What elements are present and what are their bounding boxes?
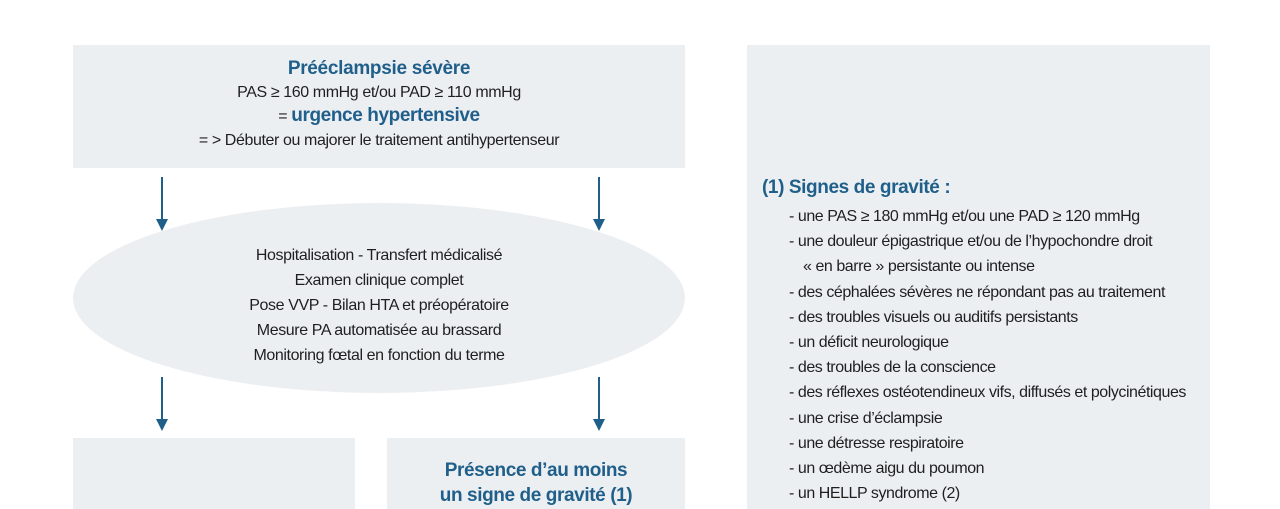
severity-signs-list [789,204,1186,506]
list-item: - des réflexes ostéotendineux vifs, diffusés et polycinétiques [789,384,1186,402]
list-item-continuation: « en barre » persistante ou intense [803,258,1035,276]
list-item [789,254,1186,279]
management-step: Pose VVP - Bilan HTA et préopératoire [249,297,509,314]
treatment-instruction: = > Débuter ou majorer le traitement antihypertenseur [198,132,560,149]
list-item: - une détresse respiratoire [789,434,964,452]
list-item: - une PAS ≥ 180 mmHg et/ou une PAD ≥ 120 mmHg [789,208,1140,225]
arrow-down-icon [156,377,168,431]
list-item: - des céphalées sévères ne répondant pas au traitement [789,283,1165,301]
management-step: Examen clinique complet [294,272,464,289]
list-item: - un HELLP syndrome (2) [789,485,960,503]
arrow-down-icon [593,177,605,231]
hypertensive-emergency-line [73,104,685,129]
equals-sign: = [278,108,292,125]
bp-threshold-text: PAS ≥ 160 mmHg et/ou PAD ≥ 110 mmHg [237,84,521,101]
severity-sign-present-box [387,438,685,509]
management-step: Monitoring fœtal en fonction du terme [253,347,505,364]
arrow-down-icon [156,177,168,231]
list-item: - des troubles de la conscience [789,359,996,377]
severity-sign-line-1: Présence d’au moins [444,460,628,481]
list-item: - des troubles visuels ou auditifs persistants [789,308,1078,326]
list-item: - une crise d’éclampsie [789,409,943,427]
hypertensive-emergency-label: urgence hypertensive [291,105,480,126]
no-severity-sign-box [73,438,355,509]
management-step: Mesure PA automatisée au brassard [256,322,502,339]
severity-signs-panel [747,45,1210,509]
list-item: - une douleur épigastrique et/ou de l’hypochondre droit [789,233,1153,251]
severe-preeclampsia-box [73,45,685,168]
initial-management-ellipse [73,203,685,393]
list-item: - un œdème aigu du poumon [789,460,985,478]
arrow-down-icon [593,377,605,431]
management-step: Hospitalisation - Transfert médicalisé [255,247,503,264]
severity-signs-heading: (1) Signes de gravité : [762,177,951,198]
list-item: - un déficit neurologique [789,334,949,352]
severity-sign-line-2: un signe de gravité (1) [439,485,633,506]
severe-preeclampsia-title: Prééclampsie sévère [287,58,471,79]
